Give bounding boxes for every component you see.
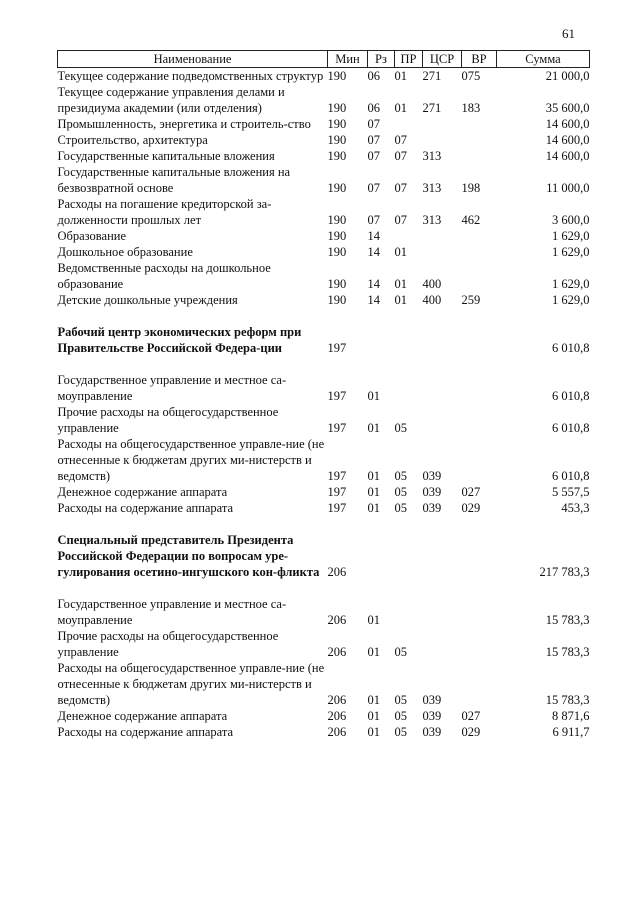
cell-min: 197 — [327, 341, 347, 355]
cell-rz: 01 — [367, 645, 380, 659]
cell-min: 190 — [327, 213, 347, 227]
cell-pr: 05 — [394, 469, 407, 483]
cell-rz: 01 — [367, 709, 380, 723]
cell-name: Государственное управление и местное са-моуправление — [57, 373, 287, 403]
cell-rz: 01 — [367, 693, 380, 707]
table-row — [58, 500, 590, 516]
table-row — [58, 484, 590, 500]
cell-name: Промышленность, энергетика и строитель-ство — [57, 117, 311, 131]
cell-rz — [368, 532, 395, 580]
cell-min: 197 — [327, 389, 347, 403]
cell-min: 190 — [327, 69, 347, 83]
cell-vr: 259 — [461, 293, 481, 307]
cell-vr: 027 — [461, 709, 481, 723]
cell-rz: 07 — [367, 133, 380, 147]
cell-min: 190 — [327, 149, 347, 163]
cell-sum: 3 600,0 — [552, 213, 590, 227]
cell-sum: 6 010,8 — [552, 421, 590, 435]
spacer-cell — [58, 516, 590, 532]
cell-pr: 05 — [394, 645, 407, 659]
cell-vr — [462, 228, 497, 244]
spacer-row — [58, 356, 590, 372]
cell-sum: 1 629,0 — [552, 293, 590, 307]
cell-name: Государственные капитальные вложения — [57, 149, 275, 163]
cell-name: Прочие расходы на общегосударственное управление — [57, 629, 279, 659]
cell-min: 190 — [327, 181, 347, 195]
table-row — [58, 84, 590, 116]
cell-csr — [423, 244, 462, 260]
cell-rz: 06 — [367, 69, 380, 83]
cell-min: 206 — [327, 565, 347, 579]
cell-name: Государственное управление и местное са-моуправление — [57, 597, 287, 627]
table-body — [58, 68, 590, 741]
section-row — [58, 532, 590, 580]
cell-name: Расходы на содержание аппарата — [57, 725, 234, 739]
cell-rz: 01 — [367, 613, 380, 627]
table-row — [58, 148, 590, 164]
cell-sum: 14 600,0 — [545, 133, 590, 147]
cell-min: 206 — [327, 693, 347, 707]
cell-rz: 14 — [367, 277, 380, 291]
cell-pr: 05 — [394, 501, 407, 515]
cell-csr: 039 — [422, 709, 442, 723]
cell-sum: 1 629,0 — [552, 245, 590, 259]
table-row — [58, 132, 590, 148]
cell-vr — [462, 148, 497, 164]
cell-csr: 313 — [422, 181, 442, 195]
cell-vr — [462, 436, 497, 484]
cell-rz: 14 — [367, 229, 380, 243]
cell-rz: 07 — [367, 149, 380, 163]
cell-vr — [462, 132, 497, 148]
cell-csr — [423, 228, 462, 244]
cell-name: Расходы на общегосударственное управле-ние (не отнесенные к бюджетам других ми-нистерств и ведомств) — [57, 661, 325, 707]
cell-csr — [423, 372, 462, 404]
column-header-csr: ЦСР — [423, 51, 462, 68]
cell-csr — [423, 132, 462, 148]
table-row — [58, 244, 590, 260]
cell-csr: 039 — [422, 469, 442, 483]
cell-csr: 271 — [422, 69, 442, 83]
cell-name: Дошкольное образование — [57, 245, 193, 259]
cell-csr — [423, 404, 462, 436]
cell-name: Расходы на погашение кредиторской за-долженности прошлых лет — [57, 197, 272, 227]
cell-rz: 06 — [367, 101, 380, 115]
column-header-pr: ПР — [395, 51, 423, 68]
cell-sum: 11 000,0 — [546, 181, 590, 195]
cell-sum: 6 010,8 — [552, 469, 590, 483]
cell-csr: 400 — [422, 277, 442, 291]
cell-vr — [462, 596, 497, 628]
cell-pr: 01 — [394, 101, 407, 115]
spacer-cell — [58, 308, 590, 324]
table-row — [58, 228, 590, 244]
cell-vr — [462, 404, 497, 436]
cell-rz: 01 — [367, 725, 380, 739]
cell-pr — [395, 116, 423, 132]
cell-name: Строительство, архитектура — [57, 133, 208, 147]
cell-sum: 1 629,0 — [552, 229, 590, 243]
table-row — [58, 260, 590, 292]
cell-name: Текущее содержание управления делами и президиума академии (или отделения) — [57, 85, 285, 115]
cell-sum: 15 783,3 — [545, 645, 590, 659]
cell-vr: 462 — [461, 213, 481, 227]
cell-csr — [423, 596, 462, 628]
table-row — [58, 196, 590, 228]
cell-sum: 6 010,8 — [552, 389, 590, 403]
cell-pr: 07 — [394, 181, 407, 195]
table-row — [58, 708, 590, 724]
cell-vr: 029 — [461, 725, 481, 739]
cell-name: Расходы на общегосударственное управле-ние (не отнесенные к бюджетам других ми-нистерств и ведомств) — [57, 437, 325, 483]
cell-pr: 07 — [394, 149, 407, 163]
column-header-name: Наименование — [58, 51, 328, 68]
cell-csr: 039 — [422, 725, 442, 739]
cell-csr: 313 — [422, 213, 442, 227]
column-header-min: Мин — [328, 51, 368, 68]
cell-csr: 271 — [422, 101, 442, 115]
cell-rz: 01 — [367, 485, 380, 499]
cell-rz: 01 — [367, 421, 380, 435]
cell-min: 190 — [327, 245, 347, 259]
cell-min: 190 — [327, 101, 347, 115]
cell-vr — [462, 532, 497, 580]
cell-min: 190 — [327, 133, 347, 147]
cell-sum: 15 783,3 — [545, 693, 590, 707]
cell-min: 206 — [327, 613, 347, 627]
cell-pr: 07 — [394, 133, 407, 147]
cell-vr: 075 — [461, 69, 481, 83]
cell-vr — [462, 244, 497, 260]
cell-min: 190 — [327, 277, 347, 291]
cell-rz: 01 — [367, 469, 380, 483]
cell-sum: 5 557,5 — [552, 485, 590, 499]
cell-pr: 05 — [394, 693, 407, 707]
cell-vr — [462, 660, 497, 708]
spacer-row — [58, 516, 590, 532]
spacer-cell — [58, 356, 590, 372]
cell-sum: 8 871,6 — [552, 709, 590, 723]
table-row — [58, 596, 590, 628]
cell-min: 197 — [327, 501, 347, 515]
cell-csr: 313 — [422, 149, 442, 163]
cell-min: 197 — [327, 469, 347, 483]
cell-csr: 400 — [422, 293, 442, 307]
cell-name: Прочие расходы на общегосударственное управление — [57, 405, 279, 435]
cell-pr — [395, 532, 423, 580]
cell-sum: 453,3 — [561, 501, 590, 515]
cell-name: Образование — [57, 229, 127, 243]
cell-vr — [462, 324, 497, 356]
cell-min: 190 — [327, 293, 347, 307]
table-row — [58, 292, 590, 308]
column-header-sum: Сумма — [497, 51, 590, 68]
cell-rz: 14 — [367, 293, 380, 307]
cell-pr: 05 — [394, 709, 407, 723]
cell-pr: 01 — [394, 293, 407, 307]
cell-sum: 14 600,0 — [545, 117, 590, 131]
table-header — [58, 51, 590, 68]
cell-name: Детские дошкольные учреждения — [57, 293, 238, 307]
cell-vr — [462, 372, 497, 404]
table-row — [58, 164, 590, 196]
page-number: 61 — [562, 26, 575, 41]
cell-pr: 05 — [394, 725, 407, 739]
cell-min: 206 — [327, 725, 347, 739]
cell-name: Денежное содержание аппарата — [57, 485, 228, 499]
table-row — [58, 660, 590, 708]
cell-vr: 029 — [461, 501, 481, 515]
column-header-vr: ВР — [462, 51, 497, 68]
cell-sum: 35 600,0 — [545, 101, 590, 115]
cell-sum: 217 783,3 — [539, 565, 590, 579]
cell-min: 206 — [327, 709, 347, 723]
cell-name: Государственные капитальные вложения на безвозвратной основе — [57, 165, 291, 195]
cell-rz: 07 — [367, 213, 380, 227]
cell-csr: 039 — [422, 501, 442, 515]
cell-min: 190 — [327, 229, 347, 243]
cell-pr: 01 — [394, 69, 407, 83]
cell-csr — [423, 628, 462, 660]
spacer-row — [58, 580, 590, 596]
cell-csr — [423, 532, 462, 580]
cell-rz: 07 — [367, 117, 380, 131]
table-row — [58, 724, 590, 740]
cell-vr — [462, 260, 497, 292]
cell-sum: 21 000,0 — [545, 69, 590, 83]
cell-rz — [368, 324, 395, 356]
cell-name: Денежное содержание аппарата — [57, 709, 228, 723]
cell-vr: 198 — [461, 181, 481, 195]
cell-sum: 6 911,7 — [552, 725, 590, 739]
cell-sum: 6 010,8 — [552, 341, 590, 355]
budget-table — [57, 50, 590, 740]
cell-pr: 01 — [394, 245, 407, 259]
spacer-cell — [58, 580, 590, 596]
cell-pr — [395, 228, 423, 244]
cell-pr — [395, 596, 423, 628]
cell-name: Рабочий центр экономических реформ при Правительстве Российской Федера-ции — [57, 325, 302, 355]
cell-min: 206 — [327, 645, 347, 659]
cell-rz: 01 — [367, 389, 380, 403]
table-row — [58, 116, 590, 132]
table-row — [58, 628, 590, 660]
cell-csr — [423, 324, 462, 356]
table-row — [58, 68, 590, 85]
cell-name: Ведомственные расходы на дошкольное образование — [57, 261, 271, 291]
cell-pr: 07 — [394, 213, 407, 227]
cell-vr: 183 — [461, 101, 481, 115]
cell-pr — [395, 372, 423, 404]
cell-csr: 039 — [422, 693, 442, 707]
cell-pr: 01 — [394, 277, 407, 291]
cell-min: 197 — [327, 485, 347, 499]
table-row — [58, 372, 590, 404]
spacer-row — [58, 308, 590, 324]
cell-rz: 07 — [367, 181, 380, 195]
cell-rz: 01 — [367, 501, 380, 515]
cell-pr: 05 — [394, 485, 407, 499]
cell-pr: 05 — [394, 421, 407, 435]
cell-rz: 14 — [367, 245, 380, 259]
column-header-rz: Рз — [368, 51, 395, 68]
cell-vr — [462, 628, 497, 660]
cell-name: Текущее содержание подведомственных структур — [57, 69, 324, 83]
cell-sum: 1 629,0 — [552, 277, 590, 291]
cell-min: 190 — [327, 117, 347, 131]
cell-pr — [395, 324, 423, 356]
cell-vr — [462, 116, 497, 132]
cell-csr: 039 — [422, 485, 442, 499]
table-row — [58, 436, 590, 484]
cell-sum: 14 600,0 — [545, 149, 590, 163]
table-row — [58, 404, 590, 436]
cell-sum: 15 783,3 — [545, 613, 590, 627]
cell-csr — [423, 116, 462, 132]
cell-vr: 027 — [461, 485, 481, 499]
cell-name: Расходы на содержание аппарата — [57, 501, 234, 515]
cell-min: 197 — [327, 421, 347, 435]
section-row — [58, 324, 590, 356]
cell-name: Специальный представитель Президента Российской Федерации по вопросам уре-гулирования осетино-ингушского кон-фликта — [57, 533, 320, 579]
